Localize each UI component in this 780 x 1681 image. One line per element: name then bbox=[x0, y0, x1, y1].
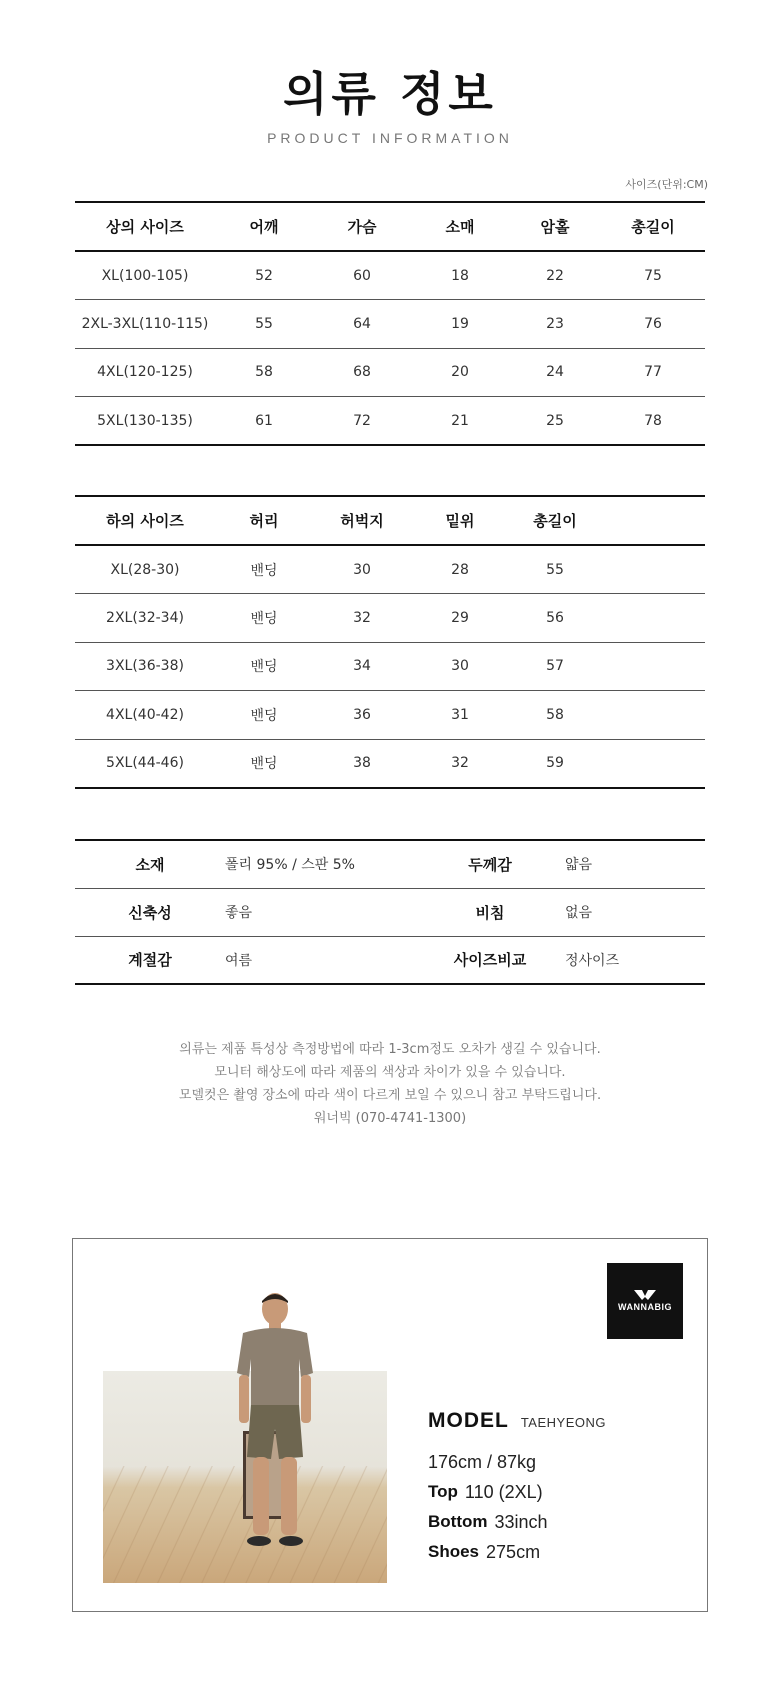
table-cell: 34 bbox=[313, 642, 411, 691]
table-header-cell bbox=[601, 496, 705, 545]
table-header-cell: 허벅지 bbox=[313, 496, 411, 545]
model-name: TAEHYEONG bbox=[520, 1415, 606, 1430]
table-cell: 25 bbox=[509, 397, 601, 446]
table-cell: 55 bbox=[509, 545, 601, 594]
table-cell: 31 bbox=[411, 691, 509, 740]
table-header-row bbox=[75, 496, 705, 545]
table-cell: 57 bbox=[509, 642, 601, 691]
model-details bbox=[428, 1409, 688, 1567]
table-row bbox=[75, 300, 705, 349]
table-cell bbox=[601, 739, 705, 788]
table-cell: 78 bbox=[601, 397, 705, 446]
table-cell: 32 bbox=[313, 594, 411, 643]
table-cell: 4XL(40-42) bbox=[75, 691, 215, 740]
model-shoes-value: 275cm bbox=[486, 1541, 541, 1562]
table-cell: 22 bbox=[509, 251, 601, 300]
table-row bbox=[75, 251, 705, 300]
table-cell: 29 bbox=[411, 594, 509, 643]
page-title: 의류 정보 bbox=[283, 67, 497, 121]
table-cell: 76 bbox=[601, 300, 705, 349]
table-cell: 2XL(32-34) bbox=[75, 594, 215, 643]
table-cell: 68 bbox=[313, 348, 411, 397]
table-cell: 58 bbox=[509, 691, 601, 740]
table-cell: 55 bbox=[215, 300, 313, 349]
table-cell: 72 bbox=[313, 397, 411, 446]
table-row bbox=[75, 545, 705, 594]
table-row bbox=[75, 397, 705, 446]
table-cell: 밴딩 bbox=[215, 545, 313, 594]
table-row bbox=[75, 691, 705, 740]
table-cell: 20 bbox=[411, 348, 509, 397]
table-row bbox=[75, 348, 705, 397]
model-bottom-spec bbox=[428, 1507, 688, 1537]
model-top-spec bbox=[428, 1477, 688, 1507]
table-cell: XL(28-30) bbox=[75, 545, 215, 594]
table-cell: 밴딩 bbox=[215, 739, 313, 788]
model-figure-icon bbox=[215, 1289, 335, 1589]
material-value: 얇음 bbox=[565, 840, 705, 888]
table-cell: 59 bbox=[509, 739, 601, 788]
bottom-size-table bbox=[75, 495, 705, 789]
table-row bbox=[75, 936, 705, 984]
table-cell: 38 bbox=[313, 739, 411, 788]
model-body-value: 176cm / 87kg bbox=[428, 1451, 537, 1472]
table-header-cell: 암홀 bbox=[509, 202, 601, 251]
notice-line: 워너빅 (070-4741-1300) bbox=[313, 1111, 467, 1126]
material-info-table bbox=[75, 839, 705, 985]
table-header-cell: 총길이 bbox=[509, 496, 601, 545]
model-shoes-label: Shoes bbox=[428, 1542, 480, 1561]
table-row bbox=[75, 888, 705, 936]
table-header-cell: 밑위 bbox=[411, 496, 509, 545]
table-cell: 4XL(120-125) bbox=[75, 348, 215, 397]
model-bottom-label: Bottom bbox=[428, 1512, 488, 1531]
table-header-cell: 어깨 bbox=[215, 202, 313, 251]
material-value: 폴리 95% / 스판 5% bbox=[225, 840, 415, 888]
table-cell: 5XL(44-46) bbox=[75, 739, 215, 788]
table-row bbox=[75, 594, 705, 643]
material-value: 없음 bbox=[565, 888, 705, 936]
brand-logo bbox=[607, 1263, 683, 1339]
notice-line: 의류는 제품 특성상 측정방법에 따라 1-3cm정도 오차가 생길 수 있습니다. bbox=[179, 1042, 601, 1057]
model-body-spec bbox=[428, 1447, 688, 1477]
table-cell: 61 bbox=[215, 397, 313, 446]
material-value: 좋음 bbox=[225, 888, 415, 936]
notice-line: 모니터 해상도에 따라 제품의 색상과 차이가 있을 수 있습니다. bbox=[214, 1065, 566, 1080]
material-key: 계절감 bbox=[75, 936, 225, 984]
table-header-row bbox=[75, 202, 705, 251]
top-size-table bbox=[75, 201, 705, 446]
table-cell: 30 bbox=[411, 642, 509, 691]
model-shoes-spec bbox=[428, 1537, 688, 1567]
material-key: 소재 bbox=[75, 840, 225, 888]
material-key: 사이즈비교 bbox=[415, 936, 565, 984]
notice-text bbox=[0, 1038, 780, 1130]
table-cell: 58 bbox=[215, 348, 313, 397]
table-cell: 28 bbox=[411, 545, 509, 594]
table-cell: 3XL(36-38) bbox=[75, 642, 215, 691]
table-cell: 23 bbox=[509, 300, 601, 349]
material-value: 정사이즈 bbox=[565, 936, 705, 984]
table-cell: 2XL-3XL(110-115) bbox=[75, 300, 215, 349]
table-cell: 밴딩 bbox=[215, 594, 313, 643]
table-header-cell: 하의 사이즈 bbox=[75, 496, 215, 545]
table-cell: 77 bbox=[601, 348, 705, 397]
table-cell: 5XL(130-135) bbox=[75, 397, 215, 446]
table-header-cell: 상의 사이즈 bbox=[75, 202, 215, 251]
table-cell: 60 bbox=[313, 251, 411, 300]
wing-icon bbox=[634, 1290, 656, 1300]
brand-logo-text: WANNABIG bbox=[618, 1302, 672, 1312]
table-row bbox=[75, 840, 705, 888]
table-cell: 75 bbox=[601, 251, 705, 300]
table-cell: 19 bbox=[411, 300, 509, 349]
material-key: 신축성 bbox=[75, 888, 225, 936]
table-cell: 밴딩 bbox=[215, 691, 313, 740]
table-header-cell: 소매 bbox=[411, 202, 509, 251]
model-heading bbox=[428, 1409, 688, 1433]
table-cell: 52 bbox=[215, 251, 313, 300]
material-key: 비침 bbox=[415, 888, 565, 936]
model-top-value: 110 (2XL) bbox=[464, 1481, 543, 1502]
table-cell: 36 bbox=[313, 691, 411, 740]
material-key: 두께감 bbox=[415, 840, 565, 888]
table-cell bbox=[601, 545, 705, 594]
model-top-label: Top bbox=[428, 1482, 458, 1501]
table-cell bbox=[601, 691, 705, 740]
table-header-cell: 허리 bbox=[215, 496, 313, 545]
table-cell bbox=[601, 594, 705, 643]
table-header-cell: 총길이 bbox=[601, 202, 705, 251]
model-bottom-value: 33inch bbox=[494, 1511, 548, 1532]
table-cell: 30 bbox=[313, 545, 411, 594]
table-cell: 32 bbox=[411, 739, 509, 788]
page-subtitle: PRODUCT INFORMATION bbox=[267, 130, 513, 146]
table-header-cell: 가슴 bbox=[313, 202, 411, 251]
table-cell: 64 bbox=[313, 300, 411, 349]
notice-line: 모델컷은 촬영 장소에 따라 색이 다르게 보일 수 있으니 참고 부탁드립니다. bbox=[178, 1088, 602, 1103]
table-cell: 18 bbox=[411, 251, 509, 300]
table-cell: XL(100-105) bbox=[75, 251, 215, 300]
table-cell: 24 bbox=[509, 348, 601, 397]
table-cell: 21 bbox=[411, 397, 509, 446]
table-row bbox=[75, 739, 705, 788]
table-cell: 밴딩 bbox=[215, 642, 313, 691]
table-row bbox=[75, 642, 705, 691]
model-label: MODEL bbox=[428, 1409, 509, 1432]
model-info-card bbox=[72, 1238, 708, 1612]
table-cell bbox=[601, 642, 705, 691]
unit-note: 사이즈(단위:CM) bbox=[625, 178, 708, 191]
material-value: 여름 bbox=[225, 936, 415, 984]
table-cell: 56 bbox=[509, 594, 601, 643]
